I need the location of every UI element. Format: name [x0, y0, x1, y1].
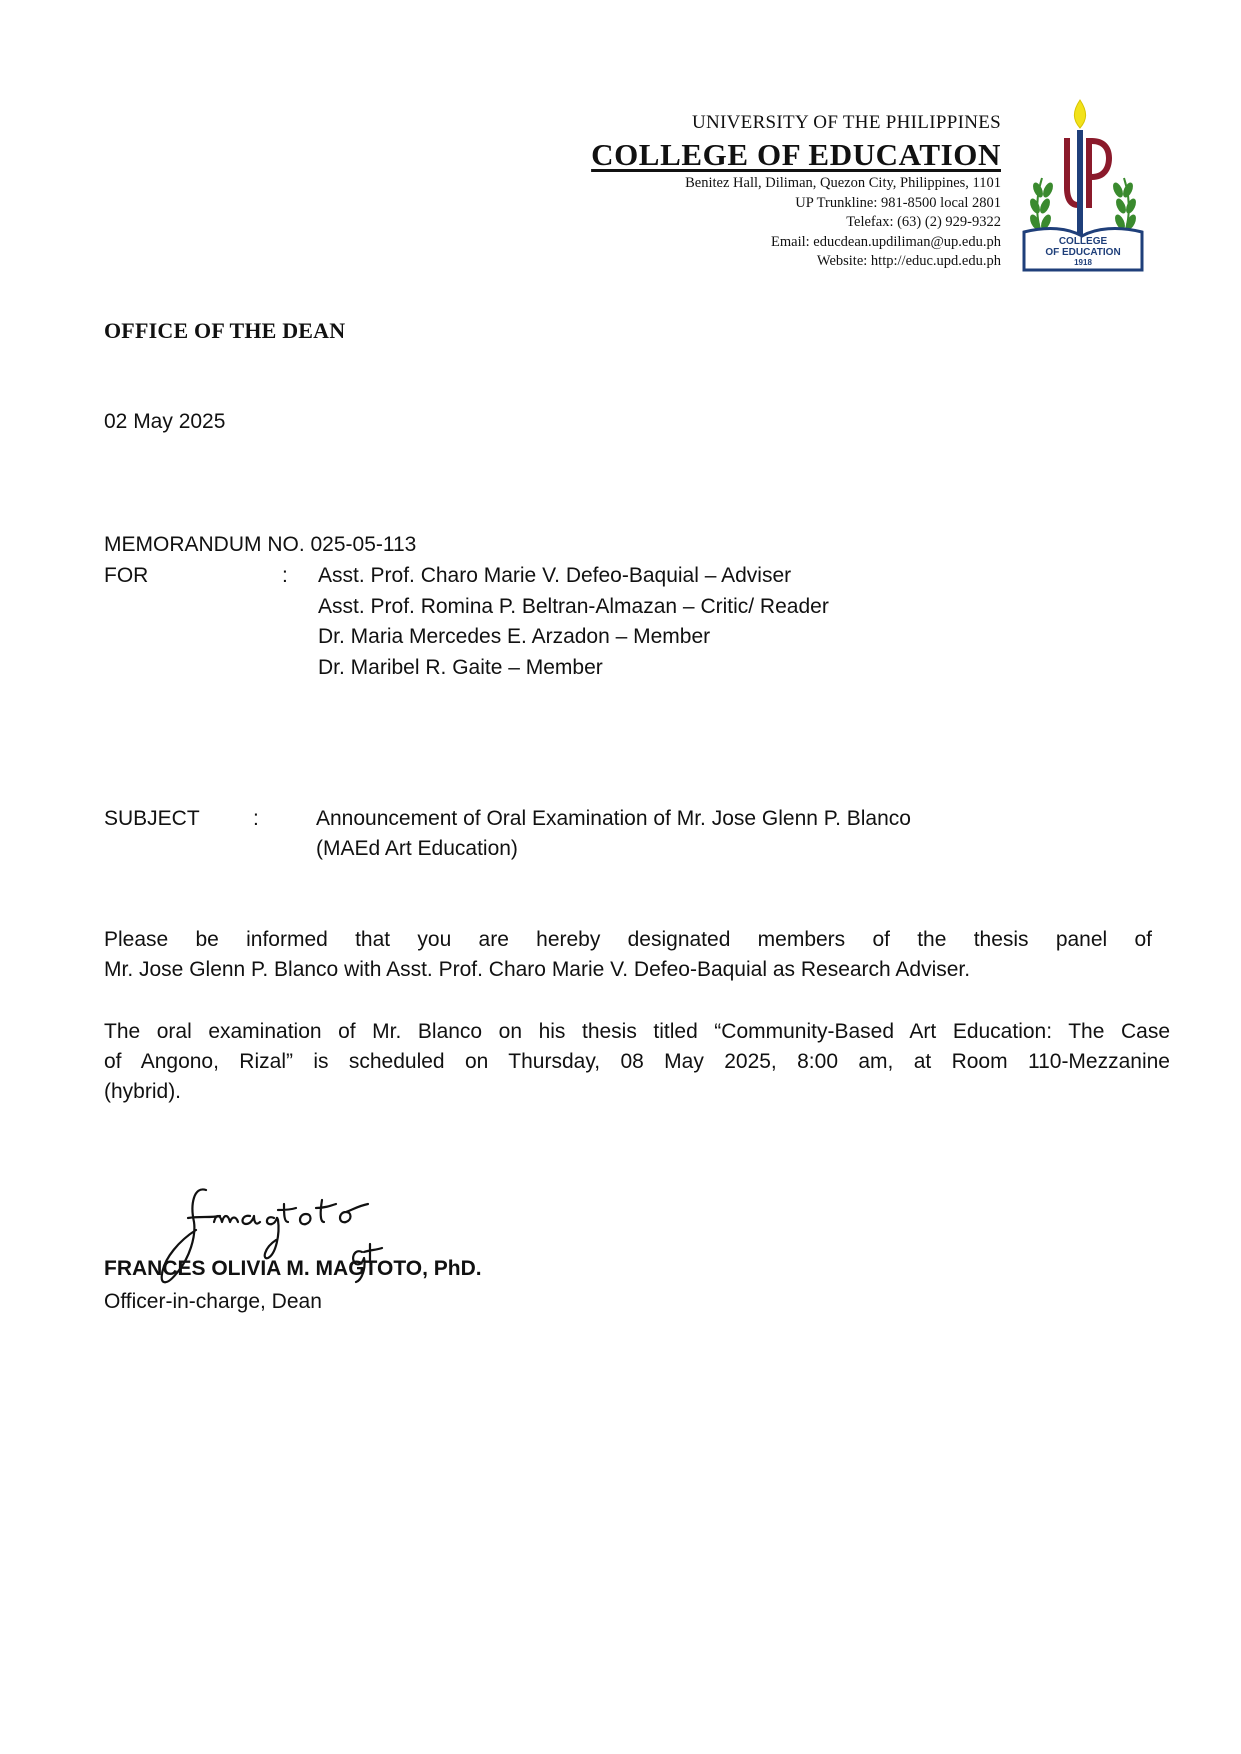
address-line: Benitez Hall, Diliman, Quezon City, Philippines, 1101	[685, 175, 1001, 191]
office-heading: OFFICE OF THE DEAN	[104, 318, 346, 343]
university-name: UNIVERSITY OF THE PHILIPPINES	[691, 112, 1001, 133]
recipient-item: Dr. Maribel R. Gaite – Member	[318, 655, 603, 679]
recipient-item: Dr. Maria Mercedes E. Arzadon – Member	[318, 625, 711, 648]
trunkline-line: UP Trunkline: 981-8500 local 2801	[795, 194, 1001, 211]
college-name: COLLEGE OF EDUCATION	[591, 137, 1001, 172]
paragraph-line: Mr. Jose Glenn P. Blanco with Asst. Prof. Charo Marie V. Defeo-Baquial as Research Adviser.	[104, 958, 971, 981]
subject-line: Announcement of Oral Examination of Mr. Jose Glenn P. Blanco	[316, 807, 911, 830]
recipient-item: Asst. Prof. Charo Marie V. Defeo-Baquial – Adviser	[318, 564, 792, 587]
paragraph-schedule	[104, 1017, 1170, 1107]
website-line: Website: http://educ.upd.edu.ph	[816, 253, 1001, 269]
subject-line: (MAEd Art Education)	[316, 837, 518, 860]
email-line: Email: educdean.updiliman@up.edu.ph	[771, 233, 1001, 250]
memo-number: MEMORANDUM NO. 025-05-113	[104, 533, 417, 556]
torch-bar	[1077, 130, 1083, 240]
for-label: FOR	[104, 564, 149, 587]
recipient-list	[318, 561, 829, 683]
logo-text-year: 1918	[1074, 258, 1092, 267]
letter-u-shape	[1064, 138, 1078, 208]
letter-p-shape	[1086, 138, 1112, 208]
subject-colon: :	[253, 807, 259, 830]
letterhead	[481, 112, 1001, 272]
paragraph-line: (hybrid).	[104, 1080, 182, 1103]
memo-date: 02 May 2025	[104, 410, 226, 433]
signatory-title: Officer-in-charge, Dean	[104, 1290, 322, 1313]
telefax-line: Telefax: (63) (2) 929-9322	[846, 214, 1001, 230]
flame-icon	[1074, 100, 1085, 128]
signatory-name: FRANCES OLIVIA M. MAGTOTO, PhD.	[104, 1257, 482, 1280]
for-colon: :	[282, 564, 288, 587]
college-logo	[1018, 98, 1150, 276]
paragraph-line: of Angono, Rizal” is scheduled on Thursday, 08 May 2025, 8:00 am, at Room 110-Mezzanine	[104, 1050, 1170, 1073]
paragraph-line: The oral examination of Mr. Blanco on his thesis titled “Community-Based Art Education: The Case	[104, 1020, 1170, 1043]
subject-label: SUBJECT	[104, 807, 200, 830]
handwritten-signature	[150, 1174, 400, 1304]
paragraph-designation	[104, 925, 1152, 985]
paragraph-line: Please be informed that you are hereby designated members of the thesis panel of	[104, 928, 1152, 951]
logo-text-college: COLLEGE	[1058, 236, 1108, 247]
recipient-item: Asst. Prof. Romina P. Beltran-Almazan – Critic/ Reader	[318, 594, 829, 618]
subject-text	[316, 804, 1036, 864]
logo-text-of-education: OF EDUCATION	[1045, 247, 1121, 258]
